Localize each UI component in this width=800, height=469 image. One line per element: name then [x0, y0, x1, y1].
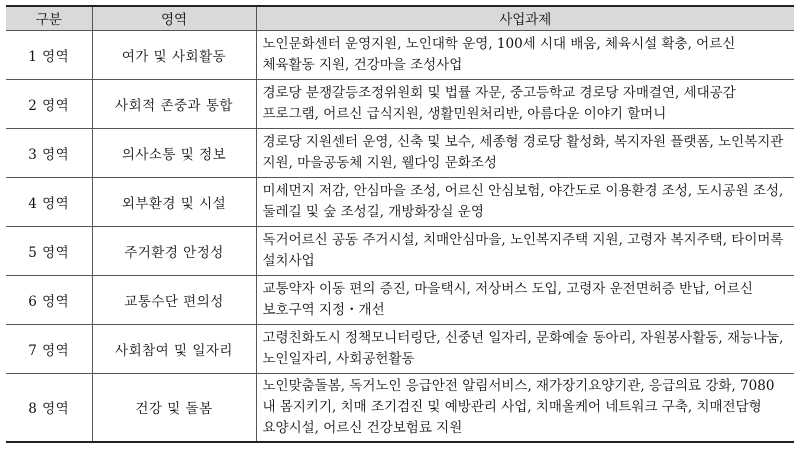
row-category: 4 영역: [6, 177, 92, 226]
row-category: 8 영역: [6, 373, 92, 442]
table-row: [6, 30, 794, 79]
header-category: 구분: [6, 6, 92, 30]
table-row: [6, 373, 794, 442]
row-category: 5 영역: [6, 226, 92, 275]
row-projects: 고령친화도시 정책모니터링단, 신중년 일자리, 문화예술 동아리, 자원봉사활동, 재능나눔, 노인일자리, 사회공헌활동: [256, 324, 794, 373]
table-row: [6, 128, 794, 177]
header-area: 영역: [92, 6, 256, 30]
row-area: 사회참여 및 일자리: [92, 324, 256, 373]
row-category: 6 영역: [6, 275, 92, 324]
row-area: 교통수단 편의성: [92, 275, 256, 324]
row-category: 7 영역: [6, 324, 92, 373]
row-area: 외부환경 및 시설: [92, 177, 256, 226]
row-category: 3 영역: [6, 128, 92, 177]
header-projects: 사업과제: [256, 6, 794, 30]
row-projects: 노인문화센터 운영지원, 노인대학 운영, 100세 시대 배움, 체육시설 확충, 어르신 체육활동 지원, 건강마을 조성사업: [256, 30, 794, 79]
row-projects: 경로당 지원센터 운영, 신축 및 보수, 세종형 경로당 활성화, 복지자원 플랫폼, 노인복지관 지원, 마을공동체 지원, 웰다잉 문화조성: [256, 128, 794, 177]
row-area: 주거환경 안정성: [92, 226, 256, 275]
project-table: [6, 5, 794, 443]
table-row: [6, 324, 794, 373]
header-row: [6, 6, 794, 30]
row-area: 의사소통 및 정보: [92, 128, 256, 177]
row-area: 사회적 존중과 통합: [92, 79, 256, 128]
row-projects: 독거어르신 공동 주거시설, 치매안심마을, 노인복지주택 지원, 고령자 복지주택, 타이머록 설치사업: [256, 226, 794, 275]
row-area: 여가 및 사회활동: [92, 30, 256, 79]
row-projects: 노인맞춤돌봄, 독거노인 응급안전 알림서비스, 재가장기요양기관, 응급의료 강화, 7080 내 몸지키기, 치매 조기검진 및 예방관리 사업, 치매올케어 네트워크 구축, 치매전담형 요양시설, 어르신 건강보험료 지원: [256, 373, 794, 442]
table-body: [6, 30, 794, 442]
table-row: [6, 177, 794, 226]
row-area: 건강 및 돌봄: [92, 373, 256, 442]
row-projects: 교통약자 이동 편의 증진, 마을택시, 저상버스 도입, 고령자 운전면허증 반납, 어르신 보호구역 지정・개선: [256, 275, 794, 324]
row-projects: 경로당 분쟁갈등조정위원회 및 법률 자문, 중고등학교 경로당 자매결연, 세대공감 프로그램, 어르신 급식지원, 생활민원처리반, 아름다운 이야기 할머니: [256, 79, 794, 128]
table-row: [6, 275, 794, 324]
table-header: [6, 6, 794, 30]
table-row: [6, 79, 794, 128]
row-projects: 미세먼지 저감, 안심마을 조성, 어르신 안심보험, 야간도로 이용환경 조성, 도시공원 조성, 둘레길 및 숲 조성길, 개방화장실 운영: [256, 177, 794, 226]
row-category: 1 영역: [6, 30, 92, 79]
row-category: 2 영역: [6, 79, 92, 128]
table-row: [6, 226, 794, 275]
